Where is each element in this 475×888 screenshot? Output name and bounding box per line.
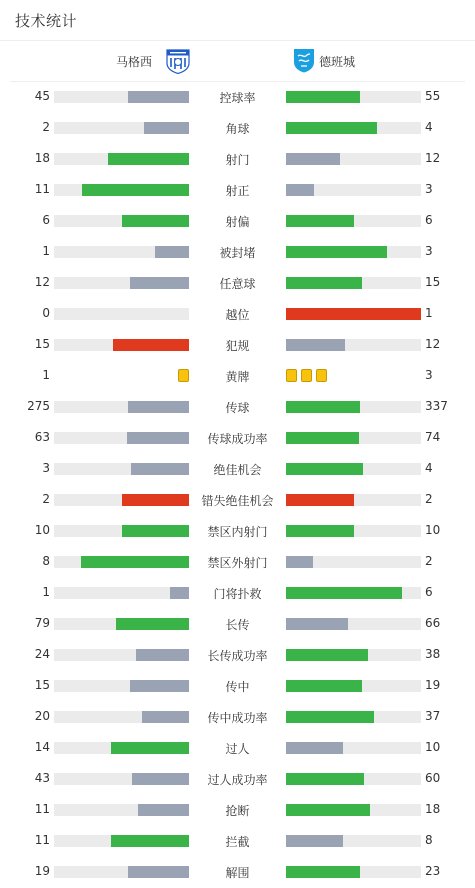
away-stat-bar-track bbox=[286, 153, 421, 165]
stat-row bbox=[0, 330, 475, 361]
away-stat-value: 2 bbox=[425, 492, 433, 506]
away-stat-bar-track bbox=[286, 711, 421, 723]
stat-label: 解围 bbox=[225, 866, 250, 880]
away-stat-value: 3 bbox=[425, 244, 433, 258]
stat-label: 拦截 bbox=[225, 835, 250, 849]
away-stat-bar-track bbox=[286, 432, 421, 444]
home-stat-bar-track bbox=[54, 525, 189, 537]
malaga-badge-icon[interactable] bbox=[166, 48, 190, 74]
yellow-card-icon bbox=[316, 369, 327, 382]
home-stat-bar-fill bbox=[82, 184, 189, 196]
home-stat-value: 15 bbox=[34, 337, 50, 351]
away-stat-bar-track bbox=[286, 773, 421, 785]
home-stat-bar-fill bbox=[142, 711, 189, 723]
stat-label: 门将扑救 bbox=[213, 587, 262, 601]
home-stat-value: 79 bbox=[34, 616, 50, 630]
stat-row bbox=[0, 764, 475, 795]
stat-row bbox=[0, 144, 475, 175]
home-stat-value: 1 bbox=[42, 368, 50, 382]
home-team-name[interactable]: 马格西 bbox=[115, 55, 152, 69]
home-stat-value: 2 bbox=[42, 120, 50, 134]
away-stat-value: 10 bbox=[425, 523, 441, 537]
away-stat-value: 3 bbox=[425, 182, 433, 196]
stat-label: 禁区外射门 bbox=[207, 556, 268, 570]
away-stat-bar-fill bbox=[286, 153, 340, 165]
away-stat-bar-track bbox=[286, 742, 421, 754]
stat-row bbox=[0, 516, 475, 547]
away-stat-bar-fill bbox=[286, 773, 364, 785]
away-stat-value: 4 bbox=[425, 461, 433, 475]
away-stat-bar-fill bbox=[286, 866, 360, 878]
stat-label: 犯规 bbox=[225, 339, 250, 353]
away-stat-bar-track bbox=[286, 804, 421, 816]
stat-label: 长传 bbox=[225, 618, 250, 632]
home-stat-bar-fill bbox=[130, 277, 189, 289]
home-stat-bar-track bbox=[54, 804, 189, 816]
stat-label: 过人 bbox=[225, 742, 250, 756]
stat-label: 射正 bbox=[225, 184, 250, 198]
stat-row bbox=[0, 485, 475, 516]
away-stat-value: 55 bbox=[425, 89, 441, 103]
home-stat-bar-track bbox=[54, 866, 189, 878]
durban-city-badge-icon[interactable] bbox=[293, 48, 315, 73]
home-stat-value: 18 bbox=[34, 151, 50, 165]
stat-label: 过人成功率 bbox=[207, 773, 268, 787]
home-stat-bar-fill bbox=[108, 153, 189, 165]
away-stat-value: 60 bbox=[425, 771, 441, 785]
home-stat-bar-fill bbox=[122, 494, 190, 506]
away-stat-bar-fill bbox=[286, 649, 368, 661]
home-stat-bar-track bbox=[54, 122, 189, 134]
home-stat-bar-track bbox=[54, 215, 189, 227]
stat-row bbox=[0, 113, 475, 144]
home-stat-bar-track bbox=[54, 835, 189, 847]
stat-row bbox=[0, 609, 475, 640]
stat-label: 控球率 bbox=[219, 91, 256, 105]
home-stat-value: 11 bbox=[34, 802, 50, 816]
away-stat-bar-track bbox=[286, 122, 421, 134]
away-stat-bar-track bbox=[286, 339, 421, 351]
teams-bar bbox=[10, 42, 465, 82]
home-stat-bar-fill bbox=[128, 866, 189, 878]
away-stat-bar-fill bbox=[286, 711, 374, 723]
stat-row bbox=[0, 671, 475, 702]
home-stat-bar-fill bbox=[144, 122, 189, 134]
away-stat-value: 74 bbox=[425, 430, 441, 444]
yellow-card-icon bbox=[301, 369, 312, 382]
home-stat-bar-track bbox=[54, 401, 189, 413]
stat-label: 传中成功率 bbox=[207, 711, 268, 725]
away-stat-bar-fill bbox=[286, 525, 354, 537]
away-stat-bar-track bbox=[286, 401, 421, 413]
home-stat-bar-fill bbox=[116, 618, 189, 630]
home-yellow-cards bbox=[174, 369, 189, 383]
away-stat-bar-fill bbox=[286, 339, 345, 351]
away-stat-bar-track bbox=[286, 525, 421, 537]
away-stat-value: 38 bbox=[425, 647, 441, 661]
away-stat-value: 37 bbox=[425, 709, 441, 723]
home-stat-bar-fill bbox=[128, 91, 189, 103]
away-stat-bar-fill bbox=[286, 122, 377, 134]
stat-label: 传球 bbox=[225, 401, 250, 415]
home-stat-bar-track bbox=[54, 463, 189, 475]
home-stat-bar-track bbox=[54, 649, 189, 661]
home-stat-bar-track bbox=[54, 711, 189, 723]
home-stat-bar-fill bbox=[122, 525, 190, 537]
away-stat-bar-fill bbox=[286, 246, 387, 258]
stat-row bbox=[0, 299, 475, 330]
stat-label: 射门 bbox=[225, 153, 250, 167]
stat-label: 越位 bbox=[225, 308, 250, 322]
home-stat-bar-track bbox=[54, 91, 189, 103]
home-stat-bar-fill bbox=[136, 649, 189, 661]
away-stat-bar-fill bbox=[286, 432, 359, 444]
away-stat-bar-track bbox=[286, 866, 421, 878]
stat-label: 任意球 bbox=[219, 277, 256, 291]
away-stat-bar-track bbox=[286, 277, 421, 289]
home-stat-bar-fill bbox=[132, 773, 189, 785]
home-stat-bar-fill bbox=[128, 401, 189, 413]
stat-row bbox=[0, 733, 475, 764]
stat-label: 长传成功率 bbox=[207, 649, 268, 663]
stat-row bbox=[0, 547, 475, 578]
stat-row bbox=[0, 826, 475, 857]
away-stat-bar-track bbox=[286, 308, 421, 320]
away-stat-bar-fill bbox=[286, 308, 421, 320]
away-stat-value: 12 bbox=[425, 151, 441, 165]
home-stat-value: 1 bbox=[42, 244, 50, 258]
home-stat-value: 20 bbox=[34, 709, 50, 723]
away-stat-value: 19 bbox=[425, 678, 441, 692]
stat-row bbox=[0, 175, 475, 206]
away-stat-bar-track bbox=[286, 184, 421, 196]
away-stat-bar-track bbox=[286, 649, 421, 661]
away-stat-bar-fill bbox=[286, 804, 370, 816]
home-stat-value: 11 bbox=[34, 182, 50, 196]
stat-label: 抢断 bbox=[225, 804, 250, 818]
away-stat-bar-fill bbox=[286, 742, 343, 754]
home-stat-bar-track bbox=[54, 773, 189, 785]
home-stat-bar-fill bbox=[81, 556, 189, 568]
stat-row bbox=[0, 237, 475, 268]
stat-row bbox=[0, 361, 475, 392]
away-stat-bar-fill bbox=[286, 215, 354, 227]
away-stat-value: 3 bbox=[425, 368, 433, 382]
home-stat-value: 43 bbox=[34, 771, 50, 785]
stat-row bbox=[0, 82, 475, 113]
page-title: 技术统计 bbox=[15, 12, 78, 30]
away-stat-value: 1 bbox=[425, 306, 433, 320]
home-stat-value: 15 bbox=[34, 678, 50, 692]
home-stat-value: 2 bbox=[42, 492, 50, 506]
away-stat-bar-track bbox=[286, 246, 421, 258]
away-stat-bar-track bbox=[286, 463, 421, 475]
home-stat-value: 11 bbox=[34, 833, 50, 847]
away-stat-bar-fill bbox=[286, 680, 362, 692]
away-stat-bar-fill bbox=[286, 556, 313, 568]
away-stat-value: 15 bbox=[425, 275, 441, 289]
home-stat-bar-fill bbox=[170, 587, 189, 599]
home-stat-bar-fill bbox=[111, 742, 189, 754]
home-stat-bar-track bbox=[54, 432, 189, 444]
stat-row bbox=[0, 454, 475, 485]
away-stat-value: 8 bbox=[425, 833, 433, 847]
away-stat-value: 23 bbox=[425, 864, 441, 878]
home-stat-bar-track bbox=[54, 742, 189, 754]
home-stat-value: 19 bbox=[34, 864, 50, 878]
home-stat-bar-fill bbox=[155, 246, 189, 258]
stat-label: 被封堵 bbox=[219, 246, 256, 260]
stat-label: 射偏 bbox=[225, 215, 250, 229]
home-stat-value: 63 bbox=[34, 430, 50, 444]
home-stat-value: 24 bbox=[34, 647, 50, 661]
home-stat-bar-track bbox=[54, 556, 189, 568]
home-stat-value: 0 bbox=[42, 306, 50, 320]
home-stat-value: 1 bbox=[42, 585, 50, 599]
home-stat-bar-track bbox=[54, 184, 189, 196]
stat-row bbox=[0, 268, 475, 299]
stats-header bbox=[0, 0, 475, 41]
away-stat-value: 6 bbox=[425, 213, 433, 227]
stat-label: 绝佳机会 bbox=[213, 463, 262, 477]
home-stat-bar-fill bbox=[127, 432, 189, 444]
stat-row bbox=[0, 423, 475, 454]
home-stat-bar-track bbox=[54, 153, 189, 165]
home-stat-bar-track bbox=[54, 277, 189, 289]
away-stat-bar-fill bbox=[286, 494, 354, 506]
stat-label: 错失绝佳机会 bbox=[201, 494, 274, 508]
away-stat-value: 6 bbox=[425, 585, 433, 599]
home-stat-value: 3 bbox=[42, 461, 50, 475]
away-stat-bar-track bbox=[286, 556, 421, 568]
stat-label: 传球成功率 bbox=[207, 432, 268, 446]
home-stat-value: 14 bbox=[34, 740, 50, 754]
away-stat-bar-fill bbox=[286, 184, 314, 196]
home-stat-bar-fill bbox=[113, 339, 189, 351]
away-stat-value: 12 bbox=[425, 337, 441, 351]
home-stat-value: 8 bbox=[42, 554, 50, 568]
home-stat-bar-track bbox=[54, 339, 189, 351]
away-stat-value: 2 bbox=[425, 554, 433, 568]
away-stat-bar-track bbox=[286, 215, 421, 227]
stat-row bbox=[0, 578, 475, 609]
stat-label: 黄牌 bbox=[225, 370, 250, 384]
away-stat-bar-fill bbox=[286, 91, 360, 103]
home-stat-bar-track bbox=[54, 680, 189, 692]
home-stat-bar-track bbox=[54, 618, 189, 630]
away-yellow-cards bbox=[286, 369, 331, 383]
away-stat-bar-track bbox=[286, 618, 421, 630]
away-stat-value: 10 bbox=[425, 740, 441, 754]
home-stat-bar-fill bbox=[130, 680, 189, 692]
home-stat-bar-track bbox=[54, 246, 189, 258]
stat-row bbox=[0, 206, 475, 237]
home-stat-value: 275 bbox=[27, 399, 50, 413]
away-stat-bar-fill bbox=[286, 618, 348, 630]
away-stat-bar-fill bbox=[286, 587, 402, 599]
home-stat-value: 12 bbox=[34, 275, 50, 289]
away-stat-bar-fill bbox=[286, 463, 363, 475]
home-stat-bar-track bbox=[54, 587, 189, 599]
stat-label: 传中 bbox=[225, 680, 250, 694]
home-stat-value: 45 bbox=[34, 89, 50, 103]
stats-list bbox=[0, 82, 475, 888]
away-stat-bar-fill bbox=[286, 277, 362, 289]
home-stat-bar-fill bbox=[131, 463, 189, 475]
away-stat-bar-track bbox=[286, 680, 421, 692]
home-stat-bar-track bbox=[54, 308, 189, 320]
yellow-card-icon bbox=[178, 369, 189, 382]
yellow-card-icon bbox=[286, 369, 297, 382]
home-stat-bar-fill bbox=[111, 835, 189, 847]
away-stat-bar-track bbox=[286, 587, 421, 599]
home-stat-bar-track bbox=[54, 494, 189, 506]
stat-row bbox=[0, 392, 475, 423]
stat-row bbox=[0, 857, 475, 888]
away-stat-value: 4 bbox=[425, 120, 433, 134]
stat-label: 禁区内射门 bbox=[207, 525, 268, 539]
stat-row bbox=[0, 640, 475, 671]
away-stat-value: 337 bbox=[425, 399, 448, 413]
away-team-name[interactable]: 德班城 bbox=[319, 55, 356, 69]
home-stat-bar-fill bbox=[122, 215, 190, 227]
home-stat-value: 6 bbox=[42, 213, 50, 227]
away-stat-bar-track bbox=[286, 91, 421, 103]
home-stat-bar-fill bbox=[138, 804, 189, 816]
home-stat-value: 10 bbox=[34, 523, 50, 537]
away-stat-bar-fill bbox=[286, 401, 360, 413]
stat-label: 角球 bbox=[225, 122, 250, 136]
away-stat-bar-fill bbox=[286, 835, 343, 847]
stat-row bbox=[0, 702, 475, 733]
away-stat-bar-track bbox=[286, 494, 421, 506]
away-stat-bar-track bbox=[286, 835, 421, 847]
away-stat-value: 18 bbox=[425, 802, 441, 816]
away-stat-value: 66 bbox=[425, 616, 441, 630]
stat-row bbox=[0, 795, 475, 826]
